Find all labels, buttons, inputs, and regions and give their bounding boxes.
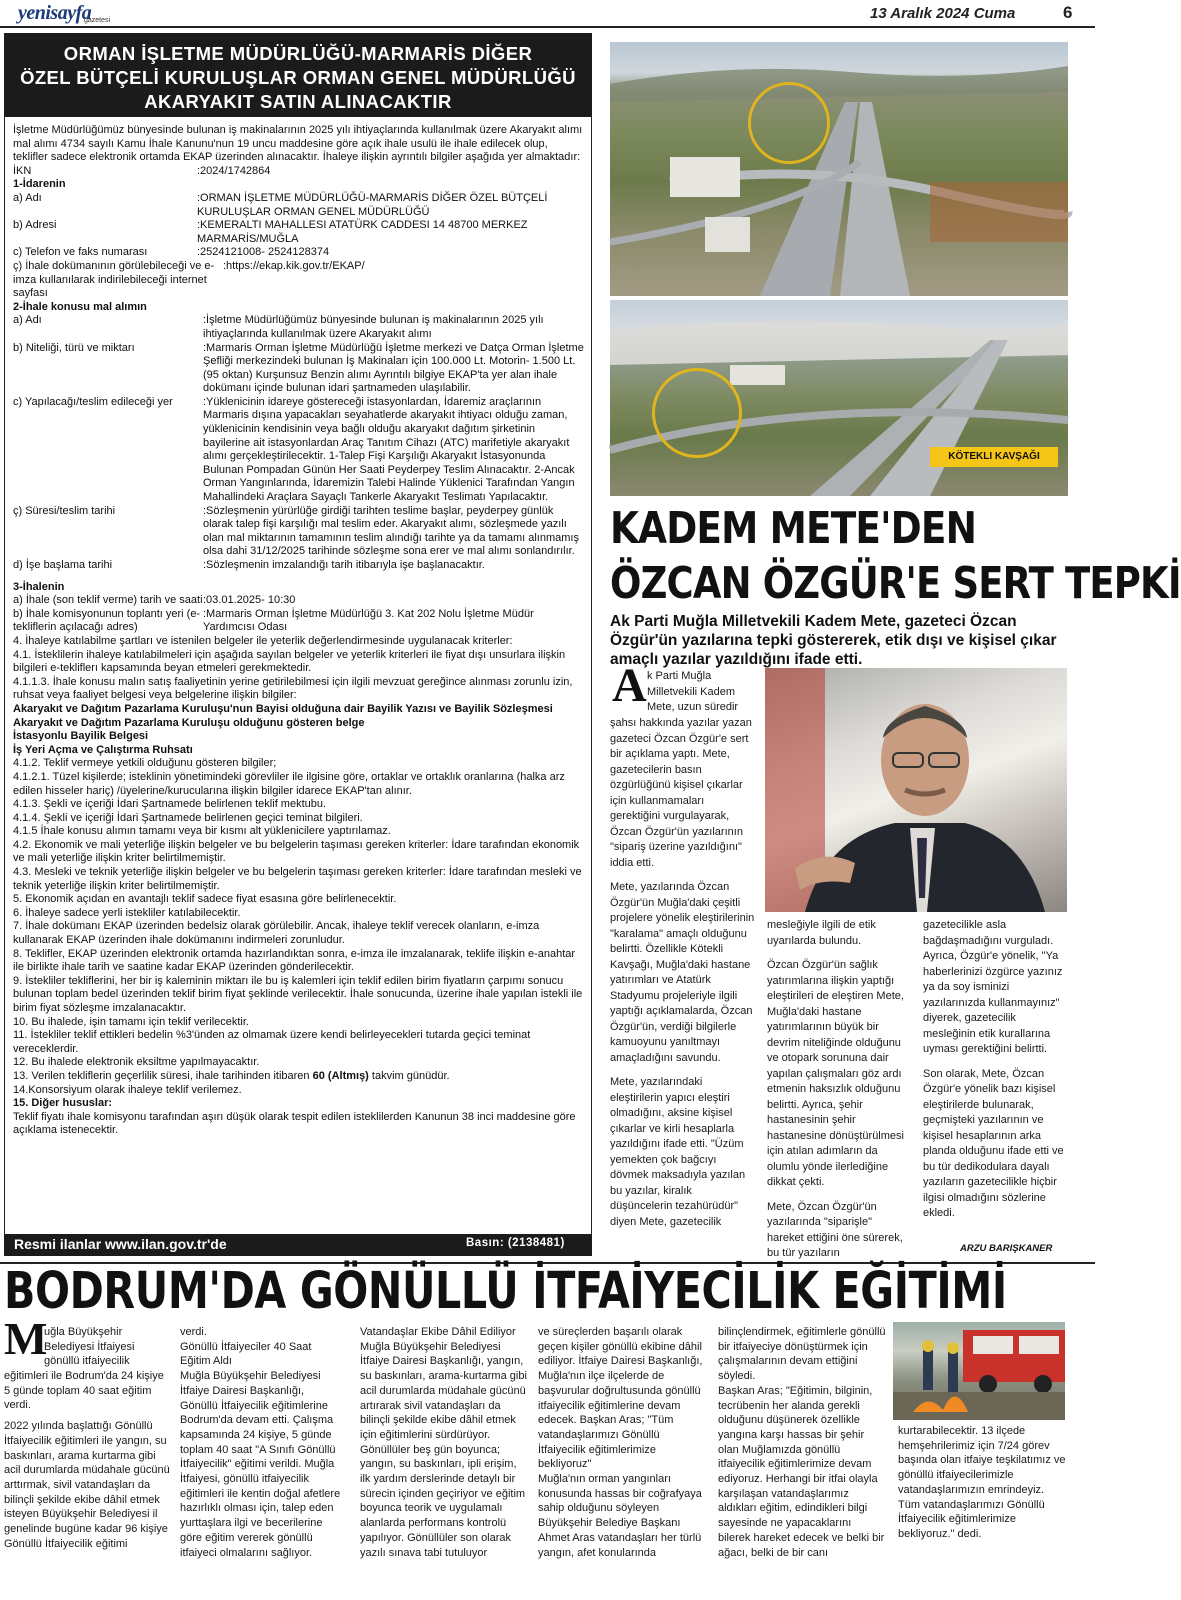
article-paragraph: Son olarak, Mete, Özcan Özgür'e yönelik bazı kişisel eleştirilerde bulunarak, geçmişteki yazılarının ve kişisel hesaplarının arka planda olduğunu ifade etti ve bu tür dedikodulara dayalı yazıların gazetecilikle hiçbir ilgisi olmadığını sözlerine ekledi. xyxy=(923,1067,1064,1219)
page-number: 6 xyxy=(1063,3,1073,22)
ad-value: :03.01.2025- 10:30 xyxy=(203,594,296,607)
ad-label: d) İşe başlama tarihi xyxy=(13,559,113,571)
article-column xyxy=(180,1325,345,1566)
ad-row xyxy=(13,396,585,505)
ad-row xyxy=(13,260,585,301)
ad-row xyxy=(13,219,585,246)
ad-value: :KEMERALTI MAHALLESI ATATÜRK CADDESI 14 48700 MERKEZ MARMARİS/MUĞLA xyxy=(197,219,528,245)
headline-line-1: KADEM METE'DEN xyxy=(610,503,977,554)
ad-row xyxy=(13,594,585,608)
article-paragraph: uğla Büyükşehir Belediyesi İtfaiyesi gönüllü itfaiyecilik xyxy=(44,1326,135,1368)
article-subheading: Vatandaşlar Ekibe Dâhil Ediliyor xyxy=(360,1326,516,1338)
newspaper-logo: yenisayfa xyxy=(18,2,92,24)
article-paragraph: Muğla Büyükşehir Belediyesi İtfaiye Dairesi Başkanlığı, Gönüllü İtfaiyecilik eğitimlerine Bodrum'da devam etti. Çalışma kapsamında 24 kişiye, 5 günde toplam 40 saat "A Sınıfı Gönüllü İtfaiyecilik" eğitimi verildi. Muğla İtfaiyesi, gönüllü itfaiyecilik eğitimleri ile kentin doğal afetlere hazırlıklı olması için, talep eden yurttaşlara ilgi ve becerilerine göre eğitim vererek gönüllü itfaiyeci olmalarını sağlıyor. xyxy=(180,1370,341,1559)
ad-value: :ORMAN İŞLETME MÜDÜRLÜĞÜ-MARMARİS DİĞER ÖZEL BÜTÇELİ KURULUŞLAR ORMAN GENEL MÜDÜRLÜĞÜ xyxy=(197,191,548,218)
ad-bold-item: Akaryakıt ve Dağıtım Pazarlama Kuruluşu'nun Bayisi olduğuna dair Bayilik Yazısı ve Bayilik Sözleşmesi xyxy=(13,702,553,715)
aerial-photo-junction xyxy=(610,42,1068,296)
masthead xyxy=(0,0,1095,28)
ad-label: b) Niteliği, türü ve miktarı xyxy=(13,341,135,354)
drop-cap: M xyxy=(4,1313,48,1364)
ad-row xyxy=(13,314,585,341)
ad-label: ç) Süresi/teslim tarihi xyxy=(13,504,116,517)
ad-title-line: AKARYAKIT SATIN ALINACAKTIR xyxy=(144,91,452,112)
ad-paragraph: 4.1.3. Şekli ve içeriği İdari Şartnamede belirlenen teklif mektubu. xyxy=(13,798,327,811)
ad-row xyxy=(13,165,585,179)
ad-label: a) Adı xyxy=(13,314,42,327)
ad-title xyxy=(4,33,592,117)
ad-value: :Yüklenicinin idareye göstereceği istasyonlardan, İdaremiz araçlarının Marmaris dışına yapacakları seyahatlerde akaryakıt ihtiyacı olduğu zaman, yüklenicinin kendisinin veya bağlı olduğu akaryakıt dağıtım şirketinin bayilerine ait istasyonlardan Araç Tanıtım Cihazı (ATC) marifetiyle akaryakıt alımı gerçekleştirilecektir. 1-Talep Fişi Karşılığı Akaryakıt İstasyonunda Bulunan Pompadan Günün Her Saati Peyderpey Teslim Alınacaktır. 2-Ancak Orman Yangınlarında, İdaremizin Talebi Halinde Yüklenici Tarafından Yangın Mahallindeki Araçlara Sayaçlı Tankerle Akaryakıt Teslimatı Yapılacaktır. xyxy=(203,395,575,504)
issue-date: 13 Aralık 2024 Cuma xyxy=(870,5,1016,22)
ad-section-heading: 2-İhale konusu mal alımın xyxy=(13,300,147,313)
article-paragraph: gazetecilikle asla bağdaşmadığını vurguladı. Ayrıca, Özgür'e yönelik, "Ya haberlerinizi özgürce yazınız ya da soy isminizi yazılarınızda kullanmayınız" diyerek, gazetecilik mesleğinin etik kurallarına uyması gerektiğini belirtti. xyxy=(923,919,1063,1055)
ad-paragraph: 6. İhaleye sadece yerli istekliler katılabilecektir. xyxy=(13,906,241,919)
ad-footer xyxy=(4,1234,592,1256)
ad-paragraph: 4.3. Mesleki ve teknik yeterliğe ilişkin belgeler ve bu belgelerin taşıması gereken kriterler: İdare tarafından mesleki ve teknik yeterliğe ilişkin kriter belirtilmemiştir. xyxy=(13,866,582,892)
ad-value: :İşletme Müdürlüğümüz bünyesinde bulunan iş makinalarının 2025 yılı ihtiyaçlarında kullanılmak üzere Akaryakıt alımı xyxy=(203,314,544,340)
article-column xyxy=(4,1369,172,1557)
bottom-headline: BODRUM'DA GÖNÜLLÜ İTFAİYECİLİK EĞİTİMİ xyxy=(4,1262,1007,1321)
ad-label: a) Adı xyxy=(13,191,42,204)
ad-label: b) Adresi xyxy=(13,219,57,232)
highlight-circle xyxy=(652,368,742,458)
article-column xyxy=(647,669,755,716)
article-paragraph: ve süreçlerden başarılı olarak geçen kişiler gönüllü ekibine dâhil ediliyor. İtfaiye Dairesi Başkanlığı, Muğla'nın ilçe ilçelerde de başvurular doğrultusunda gönüllü itfaiyecilik eğitimlerine devam edecek. Başkan Aras; "Tüm vatandaşlarımızı Gönüllü İtfaiyecilik eğitimlerimize bekliyoruz" xyxy=(538,1326,703,1471)
ad-paragraph: 10. Bu ihalede, işin tamamı için teklif verilecektir. xyxy=(13,1015,249,1028)
ad-value: :Marmaris Orman İşletme Müdürlüğü İşletme merkezi ve Datça Orman İşletme Şefliği merkezindeki bulunan İş Makinaları için 100.000 Lt. Motorin- 1.500 Lt. (95 oktan) Kurşunsuz Benzin alımı Ayrıntılı bilgiye EKAP'ta yer alan ihale dokümanı içinde bulunan idari şartnameden ulaşılabilir. xyxy=(203,341,584,395)
ad-title-line: ORMAN İŞLETME MÜDÜRLÜĞÜ-MARMARİS DİĞER xyxy=(63,43,533,64)
ad-paragraph: 9. İstekliler tekliflerini, her bir iş kaleminin miktarı ile bu iş kalemleri için teklif edilen birim fiyatların çarpımı sonucu bulunan toplam bedel üzerinden teklif birim fiyat şeklinde verilecektir. İhale sonucunda, üzerine ihale yapılan istekli ile birim fiyat sözleşme imzalanacaktır. xyxy=(13,974,583,1014)
article-paragraph: Mete, Özcan Özgür'ün yazılarında "siparişle" hareket ettiğini öne sürerek, bu tür yazıların xyxy=(767,1200,903,1259)
article-column xyxy=(718,1325,886,1566)
ad-bold-item: İş Yeri Açma ve Çalıştırma Ruhsatı xyxy=(13,743,193,756)
ad-label: c) Yapılacağı/teslim edileceği yer xyxy=(13,395,173,408)
ad-paragraph: 7. İhale dokümanı EKAP üzerinden bedelsiz olarak görülebilir. Ancak, ihaleye teklif verecek olanların, e-imza kullanarak EKAP üzerinden ihale dokümanını indirmeleri zorunludur. xyxy=(13,920,540,947)
ad-paragraph: 4.1.2. Teklif vermeye yetkili olduğunu gösteren bilgiler; xyxy=(13,757,277,770)
ad-row xyxy=(13,505,585,559)
article-column xyxy=(898,1424,1066,1548)
ad-paragraph: 14.Konsorsiyum olarak ihaleye teklif verilemez. xyxy=(13,1083,242,1096)
ad-paragraph: 8. Teklifler, EKAP üzerinden elektronik ortamda hazırlandıktan sonra, e-imza ile imzalanarak, teklife ilişkin e-anahtar ile birlikte ihale tarih ve saatine kadar EKAP üzerinden gönderilecektir. xyxy=(13,947,576,974)
article-paragraph: bilinçlendirmek, eğitimlerle gönüllü bir itfaiyeciye dönüştürmek için çalışmalarının devam ettiğini söyledi. xyxy=(718,1326,886,1383)
firefighter-training-photo xyxy=(893,1322,1065,1420)
highlight-circle xyxy=(748,82,830,164)
ad-value: :Marmaris Orman İşletme Müdürlüğü 3. Kat 202 Nolu İşletme Müdür Yardımcısı Odası xyxy=(203,607,534,634)
ad-bold-item: Akaryakıt ve Dağıtım Pazarlama Kuruluşu olduğunu gösteren belge xyxy=(13,716,365,729)
article-paragraph: eğitimleri ile Bodrum'da 24 kişiye 5 günde toplam 40 saat eğitim verdi. xyxy=(4,1370,164,1412)
ad-section-heading: 1-İdarenin xyxy=(13,178,66,191)
ad-bold-item: İstasyonlu Bayilik Belgesi xyxy=(13,730,149,743)
drop-cap: A xyxy=(612,659,647,712)
ad-title-line: ÖZEL BÜTÇELİ KURULUŞLAR ORMAN GENEL MÜDÜRLÜĞÜ xyxy=(20,67,576,88)
ad-paragraph: 4.1.4. Şekli ve içeriği İdari Şartnamede belirlenen geçici teminat bilgileri. xyxy=(13,811,363,824)
article-paragraph: Özcan Özgür'ün sağlık yatırımlarına ilişkin yaptığı eleştirileri de eleştiren Mete, Muğla'daki hastane yatırımlarının büyük bir devrim niteliğinde olduğunu ve otopark sorununa dair yapılan çalışmaları göz ardı etmenin haksızlık olduğunu belirtti. Ayrıca, şehir hastanesinin şehir hastanesine dönüştürülmesi için atılan adımların da olumlu yönde ilerlediğine dikkat çekti. xyxy=(767,959,904,1188)
ad-paragraph: 4. İhaleye katılabilme şartları ve istenilen belgeler ile yeterlik değerlendirmesinde uygulanacak kriterler: xyxy=(13,634,513,647)
ad-paragraph: Teklif fiyatı ihale komisyonu tarafından aşırı düşük olarak tespit edilen isteklilerden Kanunun 38 inci maddesine göre açıklama istenecektir. xyxy=(13,1110,576,1137)
ad-value: :https://ekap.kik.gov.tr/EKAP/ xyxy=(223,259,365,272)
ad-paragraph: 4.1.5 İhale konusu alımın tamamı veya bir kısmı alt yüklenicilere yaptırılamaz. xyxy=(13,825,391,838)
ad-paragraph: 13. Verilen tekliflerin geçerlilik süresi, ihale tarihinden itibaren 60 (Altmış) takvim günüdür. xyxy=(13,1069,450,1082)
article-paragraph: Mete, yazılarında Özcan Özgür'ün Muğla'daki çeşitli projelere yönelik eleştirilerinin "karalama" amaçlı olduğunu belirtti. Özellikle Kötekli Kavşağı, Muğla'daki hastane yatırımları ve Atatürk Stadyumu projeleriyle ilgili yaptığı açıklamalarda, Özcan Özgür'ün, verdiği bilgilerle kamuoyunu yanıltmayı amaçladığını savundu. xyxy=(610,881,755,1064)
ad-value: :2524121008- 2524128374 xyxy=(197,246,330,259)
ad-footer-press-code: Basın: (2138481) xyxy=(466,1237,565,1249)
article-subheading: Gönüllü İtfaiyeciler 40 Saat Eğitim Aldı xyxy=(180,1340,312,1368)
ad-value: :2024/1742864 xyxy=(197,164,271,177)
article-paragraph: Mete, yazılarındaki eleştirilerin yapıcı eleştiri olmadığını, aksine kişisel çıkarlar ve kirli hesaplarla yazıldığını ifade etti. "Üzüm yemekten çok bağcıyı dövmek maksadıyla yazılan bu yazılar, kiralık düşüncelerin tezahürüdür" diyen Mete, gazetecilik xyxy=(610,1076,746,1228)
ad-value: :Sözleşmenin imzalandığı tarih itibarıyla işe başlanacaktır. xyxy=(203,559,485,571)
ad-paragraph: 4.1. İsteklilerin ihaleye katılabilmeleri için aşağıda sayılan belgeler ve yeterlik kriterleri ile fiyat dışı unsurlara ilişkin bilgileri e-tekliflerı kapsamında beyan etmeleri gerekmektedir. xyxy=(13,648,566,675)
ad-row xyxy=(13,608,585,635)
article-column xyxy=(538,1325,708,1566)
ad-row xyxy=(13,342,585,396)
ad-label: ç) İhale dokümanının görülebileceği ve e-imza kullanılarak indirilebileceği internet sayfası xyxy=(13,259,215,300)
article-paragraph: şahsı hakkında yazılar yazan gazeteci Özcan Özgür'e sert bir açıklama yaptı. Mete, gazetecilerin basın özgürlüğünü kişisel çıkarlar için kullanmamaları gerektiğini vurgulayarak, Özcan Özgür'ün yazılarının "sipariş üzerine yazıldığını" iddia etti. xyxy=(610,717,752,869)
headline-line-2: ÖZCAN ÖZGÜR'E SERT TEPKİ xyxy=(610,558,1181,609)
article-paragraph: Başkan Aras; "Eğitimin, bilginin, tecrübenin her alanda gerekli olduğunu düşünerek özellikle yangına karşı hassas bir şehir olan Muğlamızda gönüllü itfaiyecilik eğitimlerimize devam ediyoruz. Herhangi bir itfai olayla karşılaşan vatandaşlarımız aldıkları eğitim, edindikleri bilgi sayesinde ne yapacaklarını bilerek hareket edecek ve belki bir ağacı, belki de bir canı xyxy=(718,1384,885,1559)
ad-row xyxy=(13,192,585,219)
ad-label: a) İhale (son teklif verme) tarih ve saati xyxy=(13,594,203,607)
ad-section-heading: 3-İhalenin xyxy=(13,580,65,593)
article-paragraph: kurtarabilecektir. 13 ilçede hemşehrilerimiz için 7/24 görev başında olan itfaiye teşkilatımız ve gönüllü itfaiyecilerimizle vatandaşlarımızın emrindeyiz. Tüm vatandaşlarımızı Gönüllü İtfaiyecilik eğitimlerimize bekliyoruz." dedi. xyxy=(898,1425,1066,1540)
ad-paragraph: 11. İstekliler teklif ettikleri bedelin %3'ünden az olmamak üzere kendi belirleyecekleri tutarda geçici teminat vereceklerdir. xyxy=(13,1029,531,1055)
article-column xyxy=(610,716,755,1239)
article-paragraph: Muğla'nın orman yangınları konusunda hassas bir coğrafyaya sahip olduğunu söyleyen Büyükşehir Belediye Başkanı Ahmet Aras vatandaşları her türlü yangın, afet konularında xyxy=(538,1473,702,1559)
ad-body xyxy=(13,124,585,1234)
article-column xyxy=(360,1325,528,1566)
article-paragraph: 2022 yılında başlattığı Gönüllü İtfaiyecilik eğitimleri ile yangın, su baskınları, arama kurtarma gibi acil durumlarda müdahale gücünü arttırmak, sivil vatandaşları da bilinçli şekilde ekibe dâhil etmek isteyen Büyükşehir Belediyesi il genelinde bugüne kadar 96 kişiye Gönüllü İtfaiyecilik eğitimi xyxy=(4,1420,170,1550)
ad-paragraph: 4.1.1.3. İhale konusu malın satış faaliyetinin yerine getirilebilmesi için ilgili mevzuat gereğince alınması zorunlu izin, ruhsat veya faaliyet belgesi veya belgelerine ilişkin bilgiler: xyxy=(13,675,573,702)
article-paragraph: k Parti Muğla Milletvekili Kadem Mete, uzun süredir xyxy=(647,670,739,713)
article-deck: Ak Parti Muğla Milletvekili Kadem Mete, gazeteci Özcan Özgür'ün yazılarına tepki göstererek, etik dışı ve kişisel çıkar amaçlı yazılar yazıldığını ifade etti. xyxy=(610,613,1057,668)
ad-label: b) İhale komisyonunun toplantı yeri (e-tekliflerin açılacağı adres) xyxy=(13,607,201,634)
ad-row xyxy=(13,246,585,260)
article-column xyxy=(767,918,907,1271)
ad-paragraph: 12. Bu ihalede elektronik eksiltme yapılmayacaktır. xyxy=(13,1056,260,1069)
ad-footer-link[interactable]: Resmi ilanlar www.ilan.gov.tr'de xyxy=(14,1236,227,1252)
article-paragraph: verdi. xyxy=(180,1326,207,1338)
ad-paragraph: 4.1.2.1. Tüzel kişilerde; isteklinin yönetimindeki görevliler ile ilgisine göre, ortaklar ve ortaklık oranlarına (halka arz edilen hisseler hariç) /üyelerine/kurucularına ilişkin bilgiler idarece EKAP'tan alınır. xyxy=(13,770,565,797)
article-byline: ARZU BARIŞKANER xyxy=(960,1243,1053,1254)
ad-paragraph: 5. Ekonomik açıdan en avantajlı teklif sadece fiyat esasına göre belirlenecektir. xyxy=(13,893,397,906)
ad-paragraph: 4.2. Ekonomik ve mali yeterliğe ilişkin belgeler ve bu belgelerin taşıması gereken kriterler: İdare tarafından ekonomik ve mali yeterliğe ilişkin kriter belirtilmemiştir. xyxy=(13,838,580,865)
photo-caption: KÖTEKLI KAVŞAĞI xyxy=(930,447,1058,467)
ad-row xyxy=(13,559,585,573)
ad-label: c) Telefon ve faks numarası xyxy=(13,246,148,259)
article-column xyxy=(923,918,1068,1231)
ad-intro: İşletme Müdürlüğümüz bünyesinde bulunan iş makinalarının 2025 yılı ihtiyaçlarında kullanılmak üzere Akaryakıt alımı mal alımı 4734 sayılı Kamu İhale Kanunu'nun 19 uncu maddesine göre açık ihale usulü ile ihale edilecek olup, teklifler sadece elektronik ortamda EKAP üzerinden alınacaktır. İhaleye ilişkin ayrıntılı bilgiler aşağıda yer almaktadır: xyxy=(13,124,583,164)
ad-value: :Sözleşmenin yürürlüğe girdiği tarihten teslime başlar, peyderpey günlük olarak talep fişi karşılığı mal teslim eder. Akaryakıt alımı, sözleşmede yazılı olan mal miktarının tamamının teslim alındığı tarihte ya da tamamı alınmamış olsa dahi 31/12/2025 tarihinde sözleşme sona erer ve mal alımı sonlandırılır. xyxy=(203,504,579,558)
article-column xyxy=(44,1325,172,1369)
ad-section-heading: 15. Diğer hususlar: xyxy=(13,1097,113,1110)
article-paragraph: Muğla Büyükşehir Belediyesi İtfaiye Dairesi Başkanlığı, yangın, su baskınları, arama-kurtarma gibi acil durumlarda müdahale gücünü artırarak sivil vatandaşları da bilinçli şekilde ekibe dâhil etmek için eğitimlerini sürdürüyor. Gönüllüler beş gün boyunca; yangın, su baskınları, ipli erişim, ilk yardım derslerinde detaylı bir sürecin içinden geçiriyor ve eğitim boyunca teorik ve uygulamalı alanlarda performans kontrolü yapılıyor. Gönüllüler son olarak yazılı sınava tabi tutuluyor xyxy=(360,1340,527,1559)
ad-label: İKN xyxy=(13,164,32,177)
logo-subtitle: gazetesi xyxy=(84,17,111,24)
portrait-photo xyxy=(765,668,1067,912)
article-paragraph: mesleğiyle ilgili de etik uyarılarda bulundu. xyxy=(767,919,876,947)
